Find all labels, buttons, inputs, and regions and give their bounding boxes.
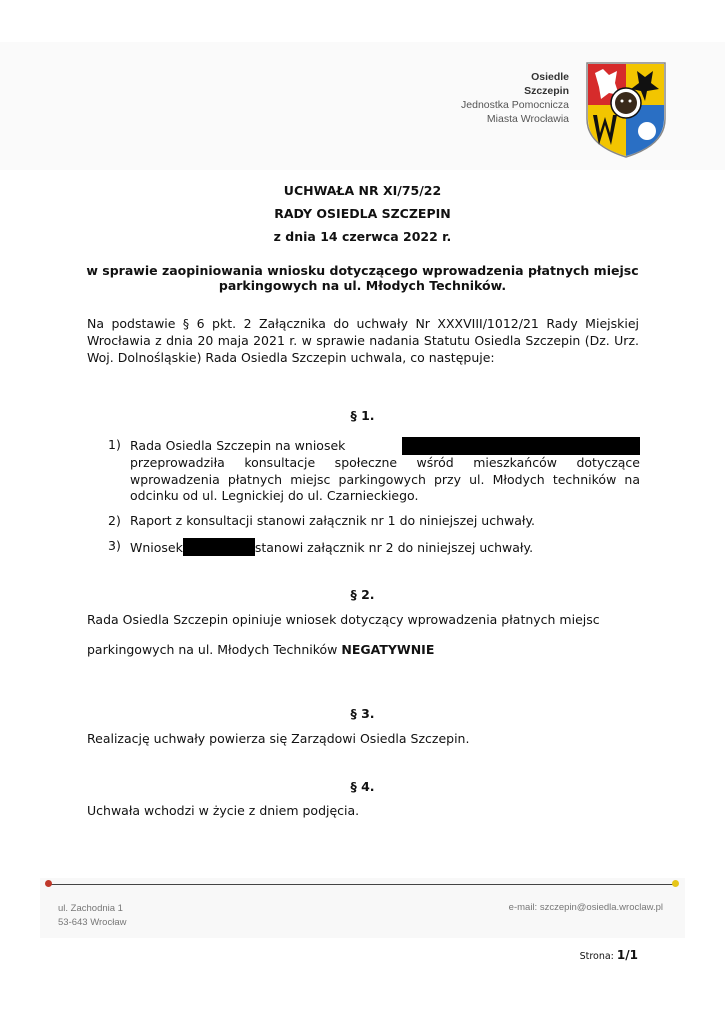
resolution-number: UCHWAŁA NR XI/75/22: [283, 183, 442, 198]
list-text: Raport z konsultacji stanowi załącznik nr 1 do niniejszej uchwały.: [130, 513, 536, 528]
list-item: [108, 437, 640, 507]
redaction-block: [402, 437, 640, 455]
org-line-2: Szczepin: [524, 85, 569, 97]
org-line-4: Miasta Wrocławia: [486, 113, 569, 125]
section-2-text: Rada Osiedla Szczepin opiniuje wniosek dotyczący wprowadzenia płatnych miejsc: [87, 612, 600, 627]
preamble: Na podstawie § 6 pkt. 2 Załącznika do uchwały Nr XXXVIII/1012/21 Rady Miejskiej Wrocławia z dnia 20 maja 2021 r. w sprawie nadania Statutu Osiedla Szczepin (Dz. Urz. Woj. Dolnośląskie) Rada Osiedla Szczepin uchwala, co następuje:: [87, 316, 639, 365]
resolution-date: z dnia 14 czerwca 2022 r.: [273, 229, 452, 244]
list-number: 2): [108, 513, 121, 528]
list-text-end: stanowi załącznik nr 2 do niniejszej uchwały.: [254, 540, 534, 555]
org-line-1: Osiedle: [531, 71, 569, 83]
redaction-block: [183, 538, 255, 556]
address-street: ul. Zachodnia 1: [58, 903, 123, 914]
section-1-heading: § 1.: [350, 408, 375, 423]
list-text-start: Wniosek: [130, 540, 183, 555]
footer-dot-right: [672, 880, 679, 887]
section-3-heading: § 3.: [350, 706, 375, 721]
address-city: 53-643 Wrocław: [58, 917, 127, 928]
footer-dot-left: [45, 880, 52, 887]
footer-divider: [48, 884, 676, 885]
list-text-continued: przeprowadziła konsultacje społeczne wśród mieszkańców dotyczące wprowadzenia płatnych miejsc parkingowych przy ul. Młodych techników na odcinku od ul. Legnickiej do ul. Czarnieckiego.: [130, 455, 640, 503]
section-2-text-end: parkingowych na ul. Młodych Techników: [87, 642, 338, 657]
opinion-verdict: NEGATYWNIE: [341, 642, 435, 657]
list-number: 1): [108, 437, 121, 452]
coat-of-arms-logo: [585, 61, 667, 159]
list-number: 3): [108, 538, 121, 553]
section-3-text: Realizację uchwały powierza się Zarządowi Osiedla Szczepin.: [87, 731, 470, 746]
list-text: [130, 538, 640, 557]
page-label: Strona:: [579, 951, 614, 962]
footer-email: e-mail: szczepin@osiedla.wroclaw.pl: [508, 902, 663, 913]
council-name: RADY OSIEDLA SZCZEPIN: [274, 206, 451, 221]
list-text: [130, 437, 640, 505]
section-4-text: Uchwała wchodzi w życie z dniem podjęcia.: [87, 803, 360, 818]
org-line-3: Jednostka Pomocnicza: [461, 99, 569, 111]
list-item: [108, 538, 640, 558]
section-2-text-continued: [87, 642, 647, 657]
resolution-subject: w sprawie zaopiniowania wniosku dotyczącego wprowadzenia płatnych miejsc parkingowych na ul. Młodych Techników.: [86, 263, 639, 293]
page-value: 1/1: [616, 948, 638, 962]
list-item: [108, 513, 640, 531]
page-number: [580, 948, 638, 962]
section-2-heading: § 2.: [350, 587, 375, 602]
list-text-start: Rada Osiedla Szczepin na wniosek: [130, 437, 346, 453]
organization-name: [461, 70, 569, 126]
footer-address: [58, 902, 126, 930]
section-4-heading: § 4.: [350, 779, 375, 794]
